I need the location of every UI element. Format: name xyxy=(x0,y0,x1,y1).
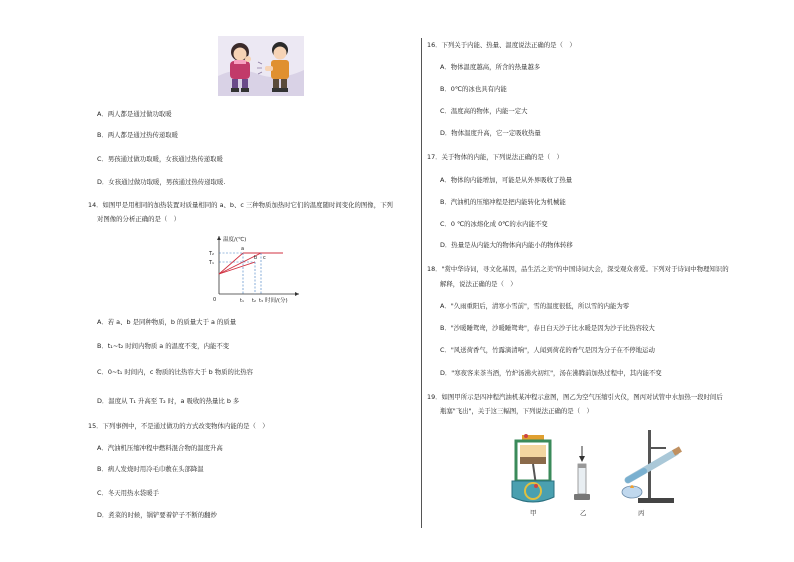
q16-option-d[interactable]: D．物体温度升高，它一定吸收热量 xyxy=(440,129,541,137)
graph-T1: T₁ xyxy=(209,260,215,266)
q19-stem-line1: 19．如图甲所示是四冲程汽油机某冲程示意图，图乙为空气压缩引火仪，图丙对试管中水加热一段时间后 xyxy=(427,393,723,401)
q13-option-b[interactable]: B．两人都是通过热传递取暖 xyxy=(97,131,179,139)
q17-option-a[interactable]: A．物体的内能增加，可能是从外界吸收了热量 xyxy=(440,176,573,184)
q13-option-a[interactable]: A．两人都是通过做功取暖 xyxy=(97,110,172,118)
q16-stem: 16．下列关于内能、热量、温度说法正确的是（ ） xyxy=(427,41,576,49)
q15-stem: 15．下列事例中，不是通过做功的方式改变物体内能的是（ ） xyxy=(88,422,269,430)
graph-t1: t₁ xyxy=(240,298,244,304)
q14-option-c[interactable]: C．0~t₁ 时间内，c 物质的比热容大于 b 物质的比热容 xyxy=(97,368,254,376)
graph-t2: t₂ xyxy=(252,298,256,304)
q17-option-c[interactable]: C．0 ℃的冰熔化成 0℃的水内能不变 xyxy=(440,220,548,228)
q15-option-d[interactable]: D．煮菜的时候，锅铲要着铲子不断的翻炒 xyxy=(97,511,217,519)
q14-stem-line1: 14．如图甲是用相同的加热装置对质量相同的 a、b、c 三种物质加热时它们的温度随时间变化的图像，下列 xyxy=(88,201,393,209)
q14-option-a[interactable]: A．若 a、b 是同种物质，b 的质量大于 a 的质量 xyxy=(97,318,237,326)
q15-option-b[interactable]: B．病人发烧时用冷毛巾敷在头部降温 xyxy=(97,465,204,473)
caption-jia: 甲 xyxy=(530,509,537,517)
q14-stem-line2: 对图像的分析正确的是（ ） xyxy=(97,215,181,223)
q17-stem: 17．关于物体的内能，下列说法正确的是（ ） xyxy=(427,153,563,161)
graph-label-c: c xyxy=(263,255,266,261)
graph-T2: T₂ xyxy=(209,251,215,257)
q18-option-a[interactable]: A．"久雨重阳后，清寒小雪前"，雪的温度很低，所以雪的内能为零 xyxy=(440,302,630,310)
q14-option-b[interactable]: B．t₁~t₂ 时间内物质 a 的温度不变，内能不变 xyxy=(97,342,230,350)
q16-option-a[interactable]: A．物体温度越高，所含的热量越多 xyxy=(440,63,541,71)
engine-stroke-figure xyxy=(508,433,558,507)
q18-stem-line2: 解释，说法正确的是（ ） xyxy=(440,280,517,288)
q16-option-c[interactable]: C．温度高的物体，内能一定大 xyxy=(440,107,528,115)
q18-stem-line1: 18．"赏中华诗词，寻文化基因，品生活之美"的中国诗词大会，深受观众喜爱。下列对于诗词中物理知识的 xyxy=(427,265,729,273)
graph-label-a: a xyxy=(241,246,245,252)
q13-option-d[interactable]: D．女孩通过做功取暖，男孩通过热传递取暖. xyxy=(97,178,226,186)
q17-option-d[interactable]: D．热量是从内能大的物体向内能小的物体转移 xyxy=(440,241,573,249)
graph-label-b: b xyxy=(254,255,258,261)
q15-option-c[interactable]: C．冬天用热水袋暖手 xyxy=(97,489,159,497)
graph-xlabel: 时间/(分) xyxy=(265,298,288,304)
q18-option-b[interactable]: B．"沙暖睡鸳鸯，沙暖睡鸳鸯"，春日白天沙子比水暖是因为沙子比热容较大 xyxy=(440,324,655,332)
graph-origin: 0 xyxy=(213,297,217,303)
q15-option-a[interactable]: A．汽油机压缩冲程中燃料混合物的温度升高 xyxy=(97,444,223,452)
children-warming-illustration xyxy=(218,36,304,96)
q17-option-b[interactable]: B．汽油机的压缩冲程是把内能转化为机械能 xyxy=(440,198,566,206)
test-tube-figure xyxy=(618,430,688,506)
q13-option-c[interactable]: C．男孩通过做功取暖，女孩通过热传递取暖 xyxy=(97,155,223,163)
column-divider xyxy=(421,38,422,528)
temperature-time-graph xyxy=(203,232,303,308)
caption-yi: 乙 xyxy=(580,509,587,517)
q16-option-b[interactable]: B．0℃的冰也具有内能 xyxy=(440,85,507,93)
graph-ylabel: 温度/(℃) xyxy=(223,237,247,243)
q19-stem-line2: 瓶塞"飞出"，关于这三幅图，下列说法正确的是（ ） xyxy=(440,407,593,415)
caption-bing: 丙 xyxy=(638,509,645,517)
q18-option-d[interactable]: D．"寒夜客来茶当酒，竹炉汤沸火初红"，汤在沸腾前加热过程中，其内能不变 xyxy=(440,369,662,377)
air-compression-figure xyxy=(572,446,592,504)
q14-option-d[interactable]: D．温度从 T₁ 升高至 T₂ 时，a 吸收的热量比 b 多 xyxy=(97,397,240,405)
graph-t3: t₃ xyxy=(259,298,263,304)
q18-option-c[interactable]: C．"风送荷香气，竹露滴清响"，人闻到荷花的香气是因为分子在不停地运动 xyxy=(440,346,655,354)
